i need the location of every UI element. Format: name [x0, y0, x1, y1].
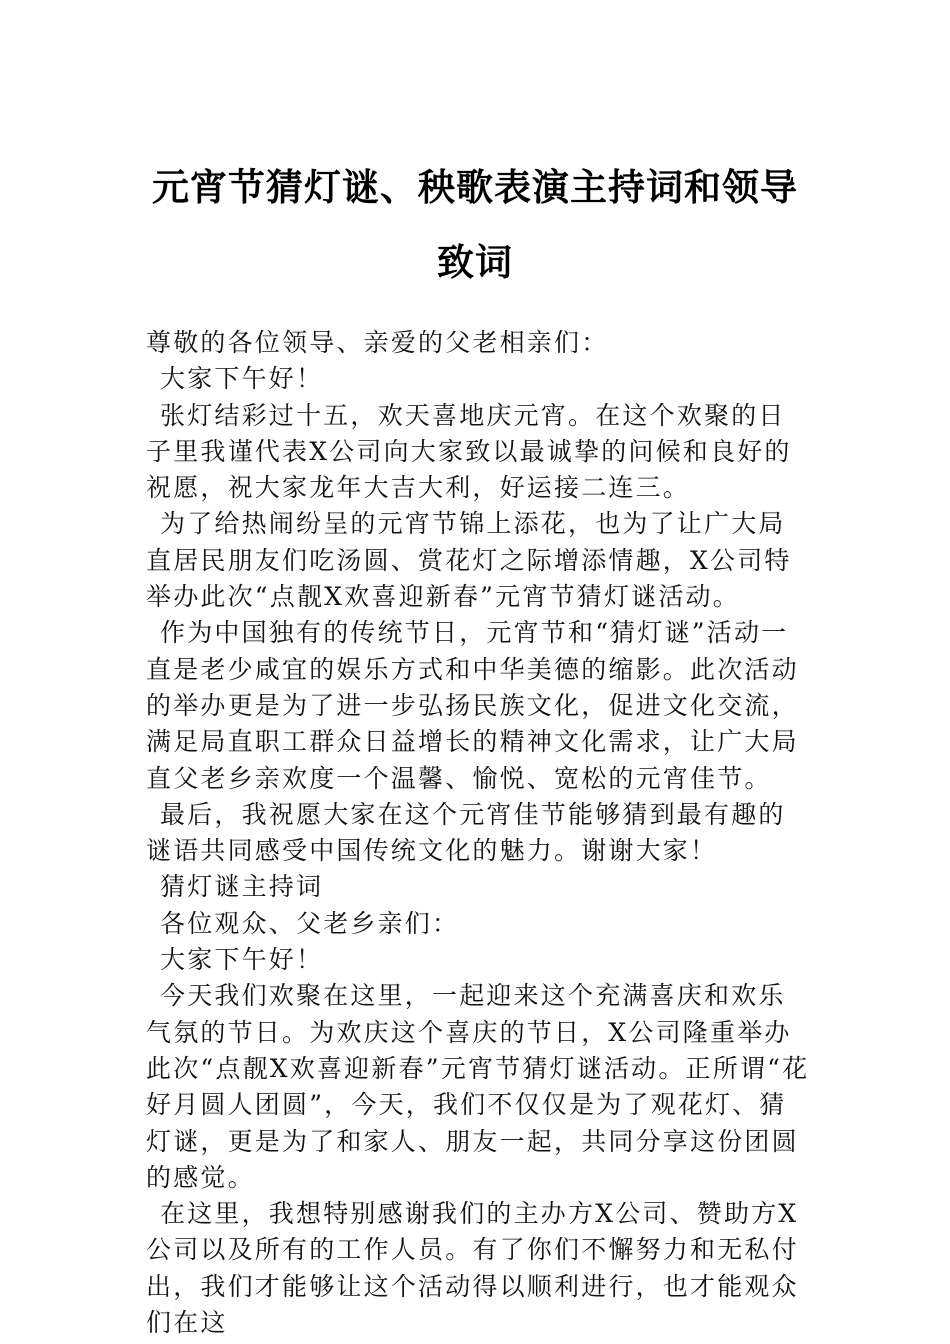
document-title: 元宵节猜灯谜、秧歌表演主持词和领导致词 [152, 165, 798, 284]
paragraph: 作为中国独有的传统节日，元宵节和“猜灯谜”活动一直是老少咸宜的娱乐方式和中华美德的缩影。此次活动的举办更是为了进一步弘扬民族文化，促进文化交流，满足局直职工群众日益增长的精神文化需求，让广大局直父老乡亲欢度一个温馨、愉悦、宽松的元宵佳节。 [146, 618, 799, 793]
paragraph: 今天我们欢聚在这里，一起迎来这个充满喜庆和欢乐气氛的节日。为欢庆这个喜庆的节日，X公司隆重举办此次“点靓X欢喜迎新春”元宵节猜灯谜活动。正所谓“花好月圆人团圆”，今天，我们不仅仅是为了观花灯、猜灯谜，更是为了和家人、朋友一起，共同分享这份团圆的感觉。 [146, 981, 810, 1192]
paragraph: 在这里，我想特别感谢我们的主办方X公司、赞助方X公司以及所有的工作人员。有了你们不懈努力和无私付出，我们才能够让这个活动得以顺利进行，也才能观众们在这 [146, 1199, 799, 1338]
paragraph: 最后，我祝愿大家在这个元宵佳节能够猜到最有趣的谜语共同感受中国传统文化的魅力。谢谢大家！ [146, 799, 786, 866]
document-body [146, 325, 810, 1341]
paragraph: 为了给热闹纷呈的元宵节锦上添花，也为了让广大局直居民朋友们吃汤圆、赏花灯之际增添情趣，X公司特举办此次“点靓X欢喜迎新春”元宵节猜灯谜活动。 [146, 509, 792, 612]
salutation: 各位观众、父老乡亲们： [160, 908, 460, 938]
salutation: 尊敬的各位领导、亲爱的父老相亲们： [146, 328, 609, 357]
greeting: 大家下午好！ [160, 945, 324, 975]
greeting: 大家下午好！ [160, 364, 324, 394]
section-heading: 猜灯谜主持词 [160, 872, 324, 902]
paragraph: 张灯结彩过十五，欢天喜地庆元宵。在这个欢聚的日子里我谨代表X公司向大家致以最诚挚的问候和良好的祝愿，祝大家龙年大吉大利，好运接二连三。 [146, 400, 792, 503]
